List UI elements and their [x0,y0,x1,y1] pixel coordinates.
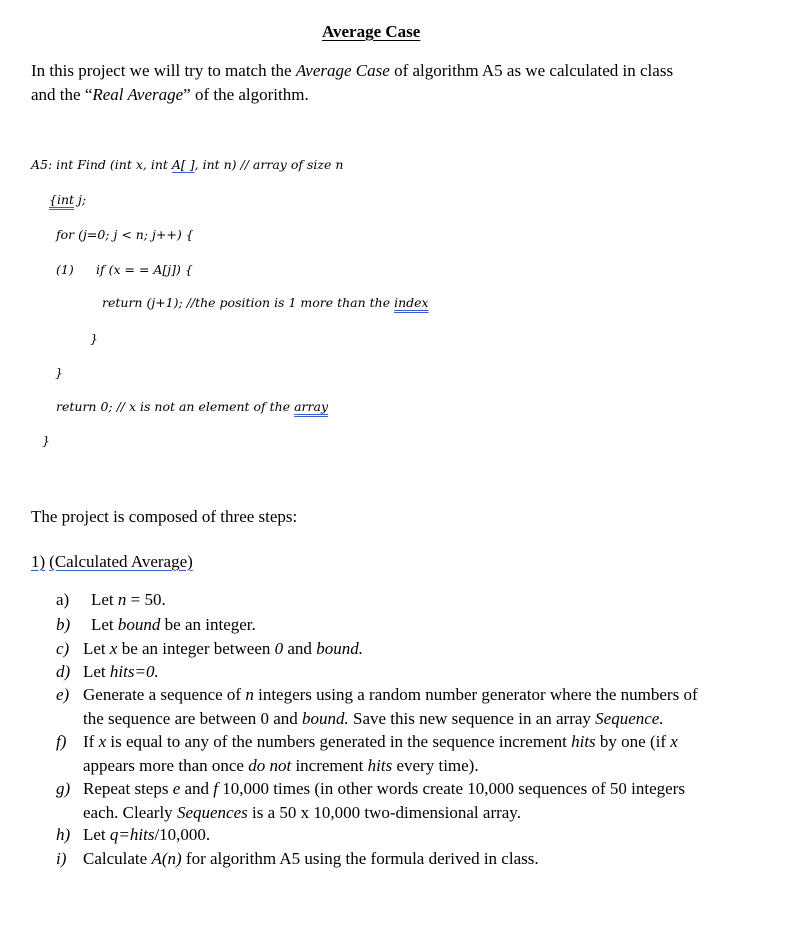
list-item-text: Let x be an integer between 0 and bound. [83,639,363,658]
intro-text-rest: of algorithm A5 as we calculated in class [389,61,674,80]
list-item-text: Generate a sequence of n integers using a random number generator where the numbers of the sequence are between 0 and bound. Save this new sequence in an array Sequence. [83,685,698,728]
intro-text-2-rest: ” of the algorithm. [183,85,309,104]
code-text: return 0; // x is not an element of the [56,399,295,414]
code-close-if: } [90,331,98,346]
code-int-keyword: {int [49,192,75,207]
list-item-letter: d) [56,662,71,681]
list-item-letter: i) [56,849,67,868]
code-line-for: for (j=0; j < n; j++) { [56,227,194,242]
list-item-letter: a) [56,590,70,609]
list-item-letter: e) [56,685,70,704]
code-line-if: if (x = = A[j]) { [96,262,193,277]
code-array-param: A[ ] [171,157,195,172]
page-title: Average Case [322,22,421,41]
code-line-signature [31,157,343,172]
code-array-word: array [294,399,329,414]
code-line-if-number: (1) [56,262,74,277]
code-close-for: } [55,365,63,380]
list-item-text: Let n = 50. [91,590,166,609]
code-text: return (j+1); //the position is 1 more than the [102,295,395,310]
list-item-text: If x is equal to any of the numbers generated in the sequence increment hits by one (if x appears more than once do not increment hits every time). [83,732,678,775]
intro-line-2 [31,83,309,107]
code-var: j; [74,192,87,207]
code-line-return [102,295,429,310]
step-1-number: 1) [31,552,46,571]
code-line-return-zero [56,399,328,414]
intro-emphasis-2: Real Average [92,85,184,104]
intro-text-2: and the “ [31,85,93,104]
code-line-decl [49,192,86,207]
code-index-word: index [394,295,429,310]
intro-line-1 [31,59,673,83]
list-item-letter: h) [56,825,71,844]
intro-text: In this project we will try to match the [31,61,296,80]
intro-emphasis: Average Case [295,61,390,80]
list-item-text: Calculate A(n) for algorithm A5 using the formula derived in class. [83,849,539,868]
list-item-letter: b) [56,615,71,634]
list-item-text: Let hits=0. [83,662,159,681]
code-close-function: } [42,433,50,448]
list-item-letter: g) [56,779,71,798]
list-item-letter: f) [56,732,67,751]
list-item-letter: c) [56,639,70,658]
code-text: A5: int Find (int x, int [31,157,172,172]
list-item-text: Repeat steps e and f 10,000 times (in other words create 10,000 sequences of 50 integers each. Clearly Sequences is a 50 x 10,000 two-dimensional array. [83,779,685,822]
list-item-text: Let q=hits/10,000. [83,825,211,844]
code-comment: , int n) // array of size n [194,157,344,172]
steps-intro: The project is composed of three steps: [31,507,298,526]
step-1-heading [31,550,193,574]
step-1-label: (Calculated Average) [49,552,193,571]
list-item-text: Let bound be an integer. [91,615,256,634]
